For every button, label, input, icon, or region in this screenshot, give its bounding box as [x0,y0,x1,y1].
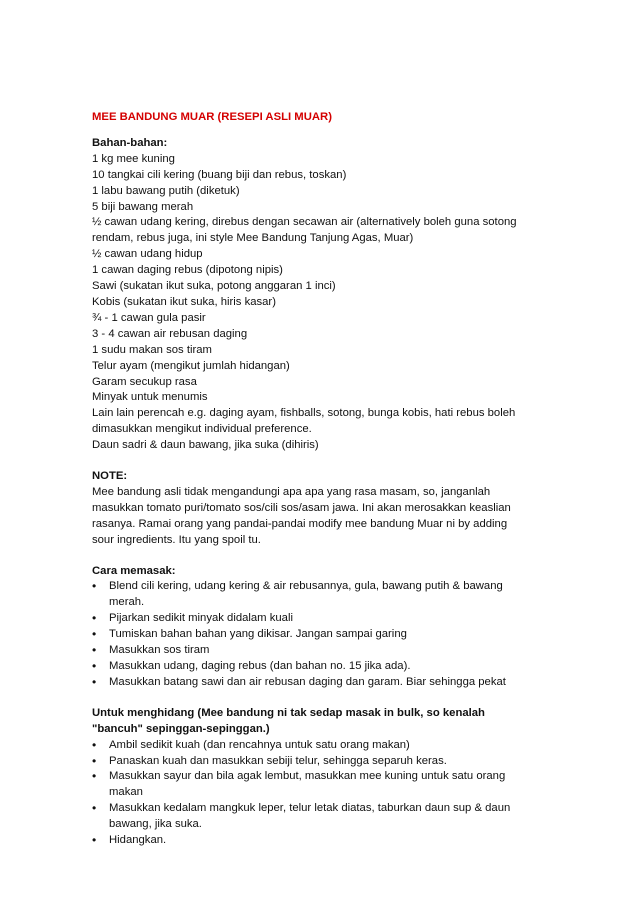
ingredients-section [92,136,532,454]
ingredient-item: 1 cawan daging rebus (dipotong nipis) [92,264,283,277]
ingredient-item: 3 - 4 cawan air rebusan daging [92,327,248,340]
ingredient-item: Telur ayam (mengikut jumlah hidangan) [92,359,290,372]
ingredient-item: ½ cawan udang kering, direbus dengan secawan air (alternatively boleh guna sotong rendam, rebus juga, ini style Mee Bandung Tanjung Agas, Muar) [92,216,517,245]
ingredient-item: 1 sudu makan sos tiram [92,343,212,356]
serving-step: • Hidangkan. [92,833,532,849]
ingredient-item: ½ cawan udang hidup [92,248,203,261]
serving-step: • Masukkan sayur dan bila agak lembut, masukkan mee kuning untuk satu orang makan [92,769,532,801]
ingredients-heading: Bahan-bahan: [92,136,168,149]
serving-heading: Untuk menghidang (Mee bandung ni tak sedap masak in bulk, so kenalah "bancuh" sepinggan-sepinggan.) [92,706,485,735]
serving-step: • Masukkan kedalam mangkuk leper, telur letak diatas, taburkan daun sup & daun bawang, jika suka. [92,801,532,833]
serving-step: • Panaskan kuah dan masukkan sebiji telur, sehingga separuh keras. [92,754,532,770]
ingredient-item: Minyak untuk menumis [92,391,208,404]
ingredient-item: 5 biji bawang merah [92,200,194,213]
method-heading: Cara memasak: [92,564,176,577]
method-section [92,564,532,691]
ingredient-item: Sawi (sukatan ikut suka, potong anggaran 1 inci) [92,280,336,293]
ingredient-item: 1 labu bawang putih (diketuk) [92,184,240,197]
ingredient-item: Daun sadri & daun bawang, jika suka (dihiris) [92,439,319,452]
ingredient-item: ¾ - 1 cawan gula pasir [92,311,206,324]
note-heading: NOTE: [92,470,128,483]
method-step: • Masukkan sos tiram [92,643,532,659]
ingredient-item: Kobis (sukatan ikut suka, hiris kasar) [92,295,276,308]
note-section [92,469,532,549]
method-step: • Masukkan udang, daging rebus (dan bahan no. 15 jika ada). [92,659,532,675]
serving-list [92,738,532,849]
serving-step: • Ambil sedikit kuah (dan rencahnya untuk satu orang makan) [92,738,532,754]
note-text: Mee bandung asli tidak mengandungi apa apa yang rasa masam, so, janganlah masukkan tomato puri/tomato sos/cili sos/asam jawa. Ini akan merosakkan keaslian rasanya. Ramai orang yang pandai-pandai modify mee bandung Muar ni by adding sour ingredients. Itu yang spoil tu. [92,485,511,546]
method-step: • Masukkan batang sawi dan air rebusan daging dan garam. Biar sehingga pekat [92,675,532,691]
method-step: • Pijarkan sedikit minyak didalam kuali [92,611,532,627]
method-step: • Blend cili kering, udang kering & air rebusannya, gula, bawang putih & bawang merah. [92,579,532,611]
recipe-title: MEE BANDUNG MUAR (RESEPI ASLI MUAR) [92,111,332,123]
method-list [92,579,532,690]
ingredient-item: Garam secukup rasa [92,375,197,388]
ingredient-item: 10 tangkai cili kering (buang biji dan rebus, toskan) [92,168,347,181]
serving-section [92,706,532,849]
method-step: • Tumiskan bahan bahan yang dikisar. Jangan sampai garing [92,627,532,643]
recipe-content [92,110,532,864]
ingredient-item: Lain lain perencah e.g. daging ayam, fishballs, sotong, bunga kobis, hati rebus boleh dimasukkan mengikut individual preference. [92,407,516,436]
ingredient-item: 1 kg mee kuning [92,152,175,165]
